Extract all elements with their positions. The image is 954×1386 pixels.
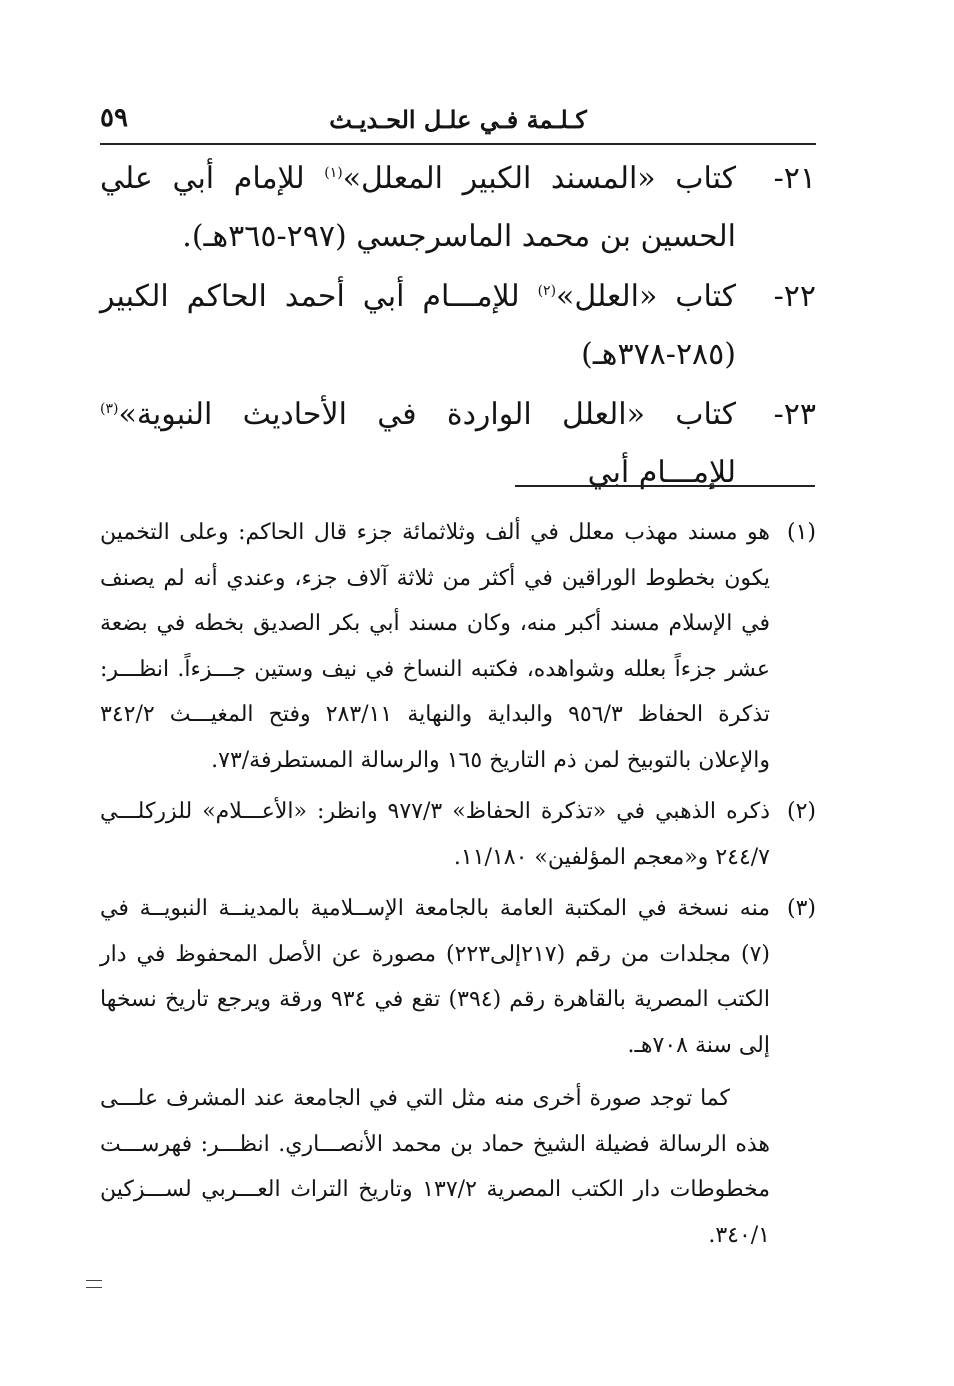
entry-number: ٢١-: [773, 161, 816, 196]
footnote-text: منه نسخة في المكتبة العامة بالجامعة الإســلامية بالمدينــة النبويــة في (٧) مجلدات من رقم (٢١٧إلى٢٢٣) مصورة عن الأصل المحفوظ في دار الكتب المصرية بالقاهرة رقم (٣٩٤) تقع في ٩٣٤ ورقة ويرجع تاريخ نسخها إلى سنة ٧٠٨هـ.: [100, 896, 771, 1058]
footnote-ref[interactable]: (٢): [537, 283, 557, 299]
footnote-divider: [515, 485, 815, 487]
entry-title: كتاب «المسند الكبير المعلل»: [342, 161, 736, 196]
list-item: [100, 268, 816, 384]
entry-author: للإمام أبي علي الحسين بن محمد الماسرجسي (٢٩٧-٣٦٥هـ).: [100, 161, 736, 254]
running-title: كـلـمة فـي علـل الحـديـث: [329, 105, 587, 134]
footnote-text: هو مسند مهذب معلل في ألف وثلاثمائة جزء قال الحاكم: وعلى التخمين يكون بخطوط الوراقين في أكثر من ثلاثة آلاف جزء، وعندي أنه لم يصنف في الإسلام مسند أكبر منه، وكان مسند أبي بكر الصديق بخطه في بضعة عشر جزءاً بعلله وشواهده، فكتبه النساخ في نيف وستين جـــزءاً. انظـــر: تذكرة الحفاظ ٩٥٦/٣ والبداية والنهاية ٢٨٣/١١ وفتح المغيـــث ٣٤٢/٢ والإعلان بالتوبيخ لمن ذم التاريخ ١٦٥ والرسالة المستطرفة/٧٣.: [100, 520, 770, 773]
list-item: [100, 150, 816, 266]
footnote: [100, 510, 816, 783]
footnotes-section: [100, 510, 816, 1258]
entry-number: ٢٢-: [773, 279, 816, 314]
entry-author: للإمـــام أبي أحمد الحاكم الكبير (٢٨٥-٣٧٨هـ): [100, 279, 736, 372]
footnote-number: (٣): [786, 896, 816, 921]
footnote-ref[interactable]: (٣): [100, 401, 119, 417]
footnote-number: (٢): [786, 799, 816, 824]
page-number: ٥٩: [100, 103, 128, 133]
entry-title: كتاب «العلل الواردة في الأحاديث النبوية»: [118, 397, 736, 432]
footnote-continuation-text: كما توجد صورة أخرى منه مثل التي في الجامعة عند المشرف علـــى هذه الرسالة فضيلة الشيخ حماد بن محمد الأنصـــاري. انظـــر: فهرســـت مخطوطات دار الكتب المصرية ١٣٧/٢ وتاريخ التراث العـــربي لســـزكين ٣٤٠/١.: [100, 1086, 770, 1248]
footnote-ref[interactable]: (١): [324, 165, 343, 181]
footnote: [100, 886, 816, 1068]
entry-text: [100, 268, 736, 384]
footnote-number: (١): [786, 520, 816, 545]
entry-text: [100, 150, 736, 266]
entry-number: ٢٣-: [773, 397, 816, 432]
page-header: [100, 103, 816, 145]
main-text: [100, 150, 816, 504]
margin-mark: [86, 1280, 102, 1288]
entry-author: للإمـــام أبي: [587, 455, 736, 490]
footnote: [100, 789, 816, 880]
footnote-text: ذكره الذهبي في «تذكرة الحفاظ» ٩٧٧/٣ وانظر: «الأعـــلام» للزركلـــي ٢٤٤/٧ و«معجم المؤلفين» ١١/١٨٠.: [100, 799, 770, 870]
entry-title: كتاب «العلل»: [556, 279, 737, 314]
footnote-continuation: [100, 1076, 816, 1258]
